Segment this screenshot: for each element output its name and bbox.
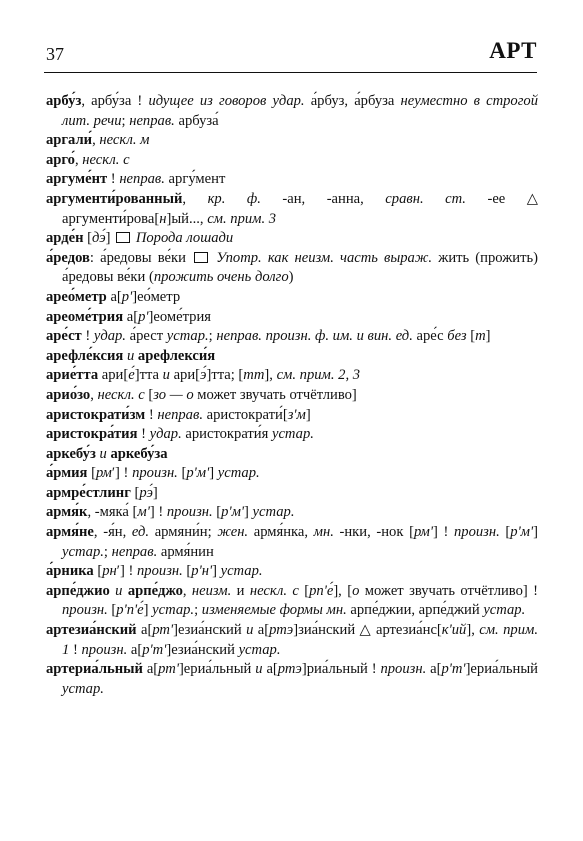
usage-label: рʹ [121, 288, 133, 305]
dictionary-entry [46, 484, 538, 504]
entry-text: жить (прожить) а́редовы ве́ки ( [62, 249, 538, 286]
usage-label: прожить очень долго [153, 269, 289, 286]
entry-text: армя́нин [157, 543, 214, 560]
usage-label: ртэ [269, 622, 294, 639]
usage-label: ед. [131, 524, 150, 541]
running-head: АРТ [489, 38, 537, 63]
entry-text: , [74, 151, 83, 168]
usage-label: рʹмʹ [221, 504, 245, 521]
usage-label: рм [95, 465, 112, 482]
entry-text: ], [466, 622, 480, 639]
dictionary-entry [46, 249, 538, 288]
usage-label: рʹмʹ [186, 465, 210, 482]
entry-text: ]тта [134, 367, 163, 384]
header-rule [44, 72, 537, 73]
usage-label: неправ. [111, 543, 158, 560]
entry-text: ]ый..., [166, 210, 208, 227]
usage-label: идущее из говоров удар. [148, 93, 305, 109]
entry-text: а́рбуз, а́рбуза [304, 93, 401, 109]
entry-text: , -мяка́ [ [87, 504, 138, 521]
entry-text: ] [244, 504, 253, 521]
entry-text: ]зиа́нский △ артезиа́нс[ [293, 622, 442, 639]
usage-label: произн. [166, 504, 213, 521]
headword: аристократи́зм [46, 406, 146, 423]
entry-text: : а́редовы ве́ки [89, 249, 193, 266]
headword: арго́ [46, 151, 75, 168]
usage-label: см. прим. 1 [62, 622, 538, 658]
entry-text: , [90, 386, 98, 403]
entry-text: арпе́джии, арпе́джий [346, 602, 484, 619]
entry-text: ; [103, 543, 112, 560]
usage-label: рʹпʹе́ [116, 602, 144, 619]
dictionary-entry [46, 308, 538, 328]
dictionary-entry [46, 190, 538, 229]
headword: аргали́ [46, 132, 93, 149]
usage-label: см. прим. 3 [207, 210, 277, 227]
headword: ареоме́трия [46, 308, 124, 325]
entry-text: -ан, -анна, [260, 190, 386, 207]
usage-label: ртʹ [152, 622, 174, 639]
entry-text: , [92, 132, 100, 149]
entry-text: [ [298, 582, 310, 599]
usage-label: устар. [152, 602, 195, 619]
entry-text: ! [107, 171, 120, 188]
usage-label: рʹтʹ [142, 641, 167, 658]
entry-text: может звучать отчётливо] ! [359, 582, 538, 599]
dictionary-entry [46, 366, 538, 386]
dictionary-entry [46, 386, 538, 406]
usage-label: э́ [200, 367, 207, 384]
entry-text: ] [143, 602, 153, 619]
usage-label: изменяемые формы мн. [201, 602, 347, 619]
entry-text: [ [177, 465, 187, 482]
entry-text: а[ [426, 661, 442, 678]
entry-text: ! [145, 406, 158, 423]
entry-text: ]ериа́льный [465, 661, 538, 678]
entry-text: ]еоме́трия [148, 308, 211, 325]
entry-text: [ [212, 504, 222, 521]
dictionary-entry [46, 92, 538, 131]
entry-text: , [182, 582, 192, 599]
headword: аристокра́тия [46, 426, 138, 443]
entry-text: а[ [142, 661, 159, 678]
usage-label: и [246, 622, 254, 639]
usage-label: и [126, 347, 135, 364]
entry-text: а́рест [125, 328, 167, 345]
dictionary-entry [46, 151, 538, 171]
usage-label: нескл. с [82, 151, 130, 168]
usage-label: устар. [252, 504, 295, 521]
usage-label: устар. [62, 543, 104, 560]
entry-text: ], [ [333, 582, 353, 599]
usage-label: неизм. [191, 582, 232, 599]
usage-label: кр. ф. [207, 190, 261, 207]
entry-text: аристократи́я [181, 426, 272, 443]
usage-label: нескл. м [99, 132, 150, 149]
usage-label: устар. [271, 426, 314, 443]
entry-text: ] [212, 563, 221, 580]
usage-label: неправ. [157, 406, 203, 423]
usage-label: мʹ [137, 504, 150, 521]
usage-label: устар. [238, 641, 281, 658]
usage-label: рʹ [138, 308, 149, 325]
dictionary-entry [46, 229, 538, 249]
headword: армре́стлинг [46, 484, 131, 501]
entry-text: ʹ] ! [116, 563, 137, 580]
dictionary-entry [46, 582, 538, 621]
entry-text: [ [499, 524, 511, 541]
usage-label: е́ [128, 367, 135, 384]
entry-text: ; [194, 602, 202, 619]
usage-label: мн. [313, 524, 334, 541]
usage-label: устар. [220, 563, 263, 580]
entry-text: ]езиа́нский [173, 622, 247, 639]
usage-label: неправ. [129, 112, 175, 129]
usage-label: зʹм [287, 406, 306, 423]
entry-text: -нки, -нок [ [333, 524, 414, 541]
usage-label: без [447, 328, 467, 345]
headword: аргументи́рованный [46, 190, 183, 207]
entry-text: ʹ] ! [111, 465, 133, 482]
usage-label: жен. [217, 524, 249, 541]
usage-label: и [115, 582, 123, 599]
headword: арие́тта [46, 367, 99, 384]
entry-text: аре́с [412, 328, 448, 345]
entry-text: а[ [127, 641, 143, 658]
headword: а́рмия [46, 465, 88, 482]
entry-text: может звучать отчётливо] [193, 386, 357, 403]
entry-text: армя́нка, [248, 524, 314, 541]
usage-label: произн. [453, 524, 500, 541]
entry-text: , -я́н, [93, 524, 132, 541]
square-symbol-icon [194, 252, 208, 263]
entry-text: , арбу́за ! [81, 93, 149, 109]
headword: аргуме́нт [46, 171, 108, 188]
entry-text: ]езиа́нский [166, 641, 239, 658]
entry-text: [ [130, 484, 140, 501]
usage-label: устар. [166, 328, 209, 345]
entry-text: ] [305, 406, 311, 423]
entry-text: [ [144, 386, 154, 403]
entry-text: ] [105, 230, 115, 247]
usage-label: т [475, 328, 486, 345]
entry-text: -ее △ аргументи́рова[ [62, 190, 539, 227]
headword: а́рника [46, 563, 94, 580]
entry-text: а[ [262, 661, 278, 678]
usage-label: устар. [483, 602, 526, 619]
dictionary-entry [46, 445, 538, 465]
entry-text: ; [208, 328, 217, 345]
dictionary-entry [46, 131, 538, 151]
page-number: 37 [46, 44, 64, 64]
headword: армя́к [46, 504, 88, 521]
usage-label: неправ. [119, 171, 165, 188]
entry-text: ) [288, 269, 294, 286]
dictionary-entry [46, 562, 538, 582]
entry-text: армяни́н; [149, 524, 218, 541]
dictionary-entry [46, 660, 538, 699]
headword: а́редов [46, 249, 90, 266]
entry-text: ] [209, 465, 218, 482]
usage-label: произн. [81, 641, 128, 658]
usage-label: Употр. как неизм. часть выраж. [216, 249, 433, 266]
dictionary-entry [46, 170, 538, 190]
usage-label: тт [243, 367, 265, 384]
usage-label: и [162, 367, 170, 384]
entry-text: ! [137, 426, 150, 443]
dictionary-entry [46, 327, 538, 347]
square-symbol-icon [116, 232, 130, 243]
usage-label: рэ́ [139, 484, 153, 501]
entry-text: а[ [123, 308, 139, 325]
entry-text: [ [83, 230, 93, 247]
entry-text: ]ео́метр [132, 288, 181, 305]
dictionary-entry [46, 621, 538, 660]
usage-label: рʹнʹ [191, 563, 213, 580]
headword: аре́ст [46, 328, 82, 345]
usage-label: нескл. с [97, 386, 145, 403]
entry-text: [ [182, 563, 192, 580]
entry-text: ]риа́льный ! [301, 661, 381, 678]
entry-text: ари[ [169, 367, 201, 384]
entry-text: ]тта; [ [206, 367, 244, 384]
usage-label: дэ́ [92, 230, 106, 247]
usage-label: неправ. произн. ф. им. и вин. ед. [216, 328, 413, 345]
headword: армя́не [46, 524, 94, 541]
usage-label: рпʹе́ [309, 582, 334, 599]
usage-label: н [159, 210, 167, 227]
dictionary-entry [46, 464, 538, 484]
entry-text: [ [93, 563, 103, 580]
headword: аркебу́з [46, 445, 96, 462]
entry-text: ! [81, 328, 94, 345]
usage-label: и [99, 445, 107, 462]
usage-label: произн. [132, 465, 178, 482]
entry-text: ] [485, 328, 491, 345]
usage-label: Порода лошади [135, 230, 234, 247]
entry-text: [ [107, 602, 117, 619]
dictionary-entry [46, 347, 538, 367]
usage-label: ртэ [277, 661, 302, 678]
headword: аркебу́за [110, 445, 168, 462]
entry-text: а[ [106, 288, 122, 305]
usage-label: о [352, 582, 360, 599]
entry-text: ; [121, 112, 130, 129]
headword: арпе́джо [127, 582, 183, 599]
usage-label: рʹтʹ [441, 661, 466, 678]
headword: артериа́льный [46, 661, 143, 678]
usage-label: произн. [137, 563, 183, 580]
dictionary-entry [46, 503, 538, 523]
entry-text: [ [466, 328, 476, 345]
usage-label: рн [102, 563, 117, 580]
entry-text: ари[ [98, 367, 129, 384]
usage-label: произн. [62, 602, 108, 619]
usage-label: ртʹ [158, 661, 179, 678]
usage-label: зо — о [153, 386, 194, 403]
entry-text: ] [533, 524, 538, 541]
entry-text: ]ериа́льный [178, 661, 256, 678]
dictionary-entries [46, 92, 538, 699]
usage-label: устар. [62, 680, 104, 697]
usage-label: кʹий [441, 622, 467, 639]
entry-text: аристократи́[ [202, 406, 288, 423]
usage-label: удар. [149, 426, 182, 443]
usage-label: произн. [380, 661, 427, 678]
entry-text: и [231, 582, 250, 599]
usage-label: неуместно в строгой лит. речи [62, 93, 539, 129]
headword: арде́н [46, 230, 84, 247]
headword: арпе́джио [46, 582, 110, 599]
usage-label: рʹмʹ [510, 524, 534, 541]
usage-label: сравн. ст. [385, 190, 466, 207]
usage-label: рмʹ [413, 524, 433, 541]
usage-label: и [255, 661, 263, 678]
usage-label: нескл. с [249, 582, 299, 599]
dictionary-entry [46, 523, 538, 562]
headword: арио́зо [46, 386, 91, 403]
usage-label: удар. [93, 328, 126, 345]
entry-text: а[ [136, 622, 153, 639]
usage-label: см. прим. 2, 3 [276, 367, 361, 384]
headword: артезиа́нский [46, 622, 137, 639]
entry-text: ] ! [149, 504, 167, 521]
dictionary-entry [46, 425, 538, 445]
entry-text: ! [69, 641, 82, 658]
entry-text: аргу́мент [164, 171, 226, 188]
headword: арефлекси́я [137, 347, 216, 364]
entry-text: ] ! [432, 524, 454, 541]
usage-label: устар. [217, 465, 260, 482]
entry-text: [ [87, 465, 96, 482]
entry-text: , [182, 190, 208, 207]
dictionary-entry [46, 288, 538, 308]
headword: арефле́ксия [46, 347, 124, 364]
headword: арео́метр [46, 288, 107, 305]
headword: арбу́з [46, 93, 82, 109]
entry-text: арбуза́ [174, 112, 219, 129]
entry-text: ], [264, 367, 277, 384]
entry-text: а[ [253, 622, 270, 639]
entry-text: ] [152, 484, 158, 501]
dictionary-entry [46, 406, 538, 426]
